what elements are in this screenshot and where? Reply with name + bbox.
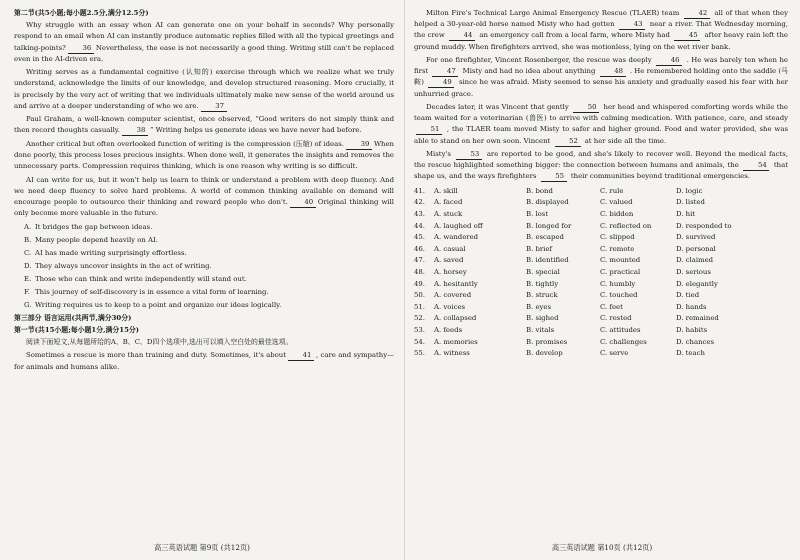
instruction-text: 阅读下面短文,从每题所给的A、B、C、D四个选项中,选出可以填入空白处的最佳选项。 — [26, 338, 293, 346]
answer-blank: 42 — [684, 9, 710, 19]
answer-option: A. wandered — [434, 233, 479, 242]
passage-paragraph — [14, 67, 394, 112]
answer-option: B. bond — [526, 186, 553, 195]
answer-option: A. hesitantly — [434, 279, 478, 288]
answer-row — [414, 244, 788, 256]
answer-option: A. laughed off — [434, 221, 483, 230]
question-number: 46. — [414, 244, 425, 253]
paragraph-text: Another critical but often overlooked function of writing is the compression (压缩) of ideas. — [26, 139, 344, 148]
paragraph-text: Sometimes a rescue is more than training and duty. Sometimes, it's about — [26, 351, 287, 360]
passage-paragraph — [14, 139, 394, 173]
answer-option: D. claimed — [676, 256, 714, 265]
answer-option: C. feet — [600, 302, 623, 311]
answer-option: C. bidden — [600, 209, 634, 218]
option-key: B. — [24, 235, 32, 244]
option-key: D. — [24, 261, 32, 270]
answer-option: A. feeds — [434, 325, 463, 334]
option-text: They always uncover insights in the act of writing. — [35, 261, 212, 270]
option-item — [24, 235, 394, 246]
answer-row — [414, 209, 788, 221]
paragraph-text: Decades later, it was Vincent that gently — [426, 103, 569, 111]
question-number: 43. — [414, 209, 425, 218]
paragraph-text: that shape us, and the ways firefighters — [414, 161, 788, 181]
answer-option: C. challenges — [600, 337, 647, 346]
paragraph-text: are reported to be good, and she's likely to recover well. Beyond the medical facts, the rescue highlighted something bigger: the connection between humans and animals, the — [414, 150, 788, 170]
answer-row — [414, 325, 788, 337]
answer-option: D. survived — [676, 233, 716, 242]
paragraph-text: Milton Fire's Technical Large Animal Emergency Rescue (TLAER) team — [426, 9, 680, 17]
answer-option: C. rested — [600, 314, 632, 323]
answer-row — [414, 302, 788, 314]
answer-option: B. special — [526, 267, 560, 276]
answer-blank: 45 — [674, 31, 700, 41]
answer-option: C. humbly — [600, 279, 636, 288]
paragraph-text: Misty and had no idea about anything — [462, 67, 596, 76]
answer-blank: 54 — [743, 161, 769, 171]
paragraph-text: Paul Graham, a well-known computer scientist, once observed, “Good writers do not simply think and then record thoughts casually. — [14, 115, 394, 135]
answer-option: A. voices — [434, 302, 466, 311]
answer-row — [414, 348, 788, 360]
answer-option: D. elegantly — [676, 279, 718, 288]
paragraph-text: Why struggle with an essay when AI can generate one on your behalf in seconds? Why personally respond to an email when AI can instantly produce automatic replies filled with all the typical greetings and talking-points? — [14, 21, 394, 52]
answer-option: A. stuck — [434, 209, 463, 218]
right-page — [404, 0, 800, 560]
paragraph-text: . He remembered holding onto the saddle (马鞍) — [414, 67, 788, 87]
question-number: 48. — [414, 267, 425, 276]
answer-blank: 50 — [573, 103, 599, 113]
paragraph-text: , the TLAER team moved Misty to safer and higher ground. Food and water provided, she was able to stand on her own soon. Vincent — [414, 125, 788, 145]
option-text: Writing requires us to keep to a point and organize our ideas logically. — [35, 300, 282, 309]
paragraph-text: after heavy rain left the ground muddy. When firefighters arrived, she was motionless, lying on the wet river bank. — [414, 31, 788, 51]
passage-paragraph — [14, 350, 394, 372]
paragraph-text: ” Writing helps us generate ideas we have never had before. — [149, 126, 362, 135]
passage-paragraph — [414, 8, 788, 53]
page-footer: 高三英语试题 第9页 (共12页) — [154, 542, 250, 552]
answer-option: B. promises — [526, 337, 568, 346]
answer-option: D. tied — [676, 291, 700, 300]
option-item — [24, 274, 394, 285]
answer-option: B. struck — [526, 291, 558, 300]
answer-blank: 38 — [122, 126, 148, 136]
answer-row — [414, 232, 788, 244]
question-number: 42. — [414, 198, 425, 207]
answer-blank: 39 — [346, 140, 372, 150]
question-number: 49. — [414, 279, 425, 288]
answer-blank: 48 — [600, 67, 626, 77]
answer-blank: 47 — [432, 67, 458, 77]
answer-option: B. displayed — [526, 198, 569, 207]
passage-paragraph — [414, 149, 788, 183]
paragraph-text: AI can write for us, but it won't help us learn to think or understand a problem with deep fluency. And we need deep fluency to solve hard problems. A world of common thinking available on demand will encourage people to outsource their thinking and reward people who don't. — [14, 175, 394, 206]
answer-option: D. hit — [676, 209, 696, 218]
answer-option: B. lost — [526, 209, 549, 218]
question-number: 55. — [414, 349, 425, 358]
paragraph-text: Original thinking will only become more valuable in the future. — [14, 198, 394, 218]
answer-option: A. saved — [434, 256, 464, 265]
answer-option: D. hands — [676, 302, 707, 311]
answer-option: B. vitals — [526, 325, 555, 334]
answer-option: A. witness — [434, 349, 470, 358]
option-key: E. — [24, 274, 32, 283]
paragraph-text: Writing serves as a fundamental cognitive (认知的) exercise through which we realize what we truly understand, acknowledge the limits of our knowledge, and develop structured reasoning. More crucially, it is precisely by the very act of writing that we individuals ultimately make new sense of the world around us and arrive at a deeper understanding of who we are. — [14, 68, 394, 110]
answer-option: D. habits — [676, 325, 708, 334]
answer-option: B. eyes — [526, 302, 552, 311]
answer-option: B. escaped — [526, 233, 564, 242]
question-number: 41. — [414, 186, 425, 195]
question-number: 54. — [414, 337, 425, 346]
part-subtitle: 第一节(共15小题;每小题1分,满分15分) — [14, 325, 140, 334]
answer-option: C. attitudes — [600, 325, 641, 334]
answer-option: C. remote — [600, 244, 635, 253]
paragraph-text: near a river. That Wednesday morning, the crew — [414, 20, 788, 40]
answer-option: C. slipped — [600, 233, 635, 242]
answer-option: B. sighed — [526, 314, 559, 323]
section-title: 第二节(共5小题;每小题2.5分,满分12.5分) — [14, 9, 149, 17]
passage-paragraph — [414, 55, 788, 100]
passage-paragraph — [14, 114, 394, 136]
answer-option: C. valued — [600, 198, 633, 207]
answer-option: D. logic — [676, 186, 703, 195]
answer-option: D. responded to — [676, 221, 732, 230]
question-number: 51. — [414, 302, 425, 311]
question-number: 52. — [414, 314, 425, 323]
answer-option: B. brief — [526, 244, 552, 253]
answer-row — [414, 290, 788, 302]
option-item — [24, 248, 394, 259]
answer-row — [414, 255, 788, 267]
paragraph-text: When done poorly, this process loses precious insights. When done well, it generates the insights and removes the unnecessary parts. Compression requires thinking, which is one reason why writing is so difficult. — [14, 139, 394, 171]
paragraph-text: their communities beyond traditional emergencies. — [570, 172, 750, 181]
page-footer: 高三英语试题 第10页 (共12页) — [551, 542, 653, 552]
passage-paragraph — [414, 102, 788, 147]
option-key: A. — [24, 222, 32, 231]
answer-options-table — [414, 186, 788, 360]
answer-blank: 52 — [555, 137, 581, 147]
answer-blank: 44 — [449, 31, 475, 41]
answer-option: C. touched — [600, 291, 638, 300]
question-number: 45. — [414, 233, 425, 242]
answer-option: A. faced — [434, 198, 463, 207]
option-key: G. — [24, 300, 32, 309]
answer-option: A. collapsed — [434, 314, 477, 323]
answer-row — [414, 313, 788, 325]
question-number: 50. — [414, 291, 425, 300]
paragraph-text: Nevertheless, the ease is not necessarily a good thing. Writing still can't be replaced even in the AI-driven era. — [14, 43, 394, 63]
answer-option: C. mounted — [600, 256, 641, 265]
paragraph-text: all of that when they helped a 30-year-old horse named Misty who had gotten — [414, 9, 788, 29]
answer-option: A. skill — [434, 186, 458, 195]
answer-option: A. memories — [434, 337, 478, 346]
answer-option: A. covered — [434, 291, 472, 300]
paragraph-text: her head and whispered comforting words while the team waited for a veterinarian (兽医) to arrive with calming medication. With patience, care, and steady — [414, 103, 788, 123]
answer-blank: 53 — [456, 150, 482, 160]
part-title: 第三部分 语言运用(共两节,满分30分) — [14, 313, 132, 322]
answer-row — [414, 197, 788, 209]
answer-option: D. chances — [676, 337, 714, 346]
answer-option: D. personal — [676, 244, 716, 253]
answer-option: D. teach — [676, 349, 705, 358]
answer-option: B. develop — [526, 349, 563, 358]
answer-blank: 36 — [68, 44, 94, 54]
answer-blank: 43 — [619, 20, 645, 30]
answer-blank: 40 — [290, 198, 316, 208]
question-number: 47. — [414, 256, 425, 265]
answer-option: D. serious — [676, 267, 711, 276]
option-text: Many people depend heavily on AI. — [35, 235, 158, 244]
answer-row — [414, 220, 788, 232]
answer-option: D. listed — [676, 198, 705, 207]
answer-option: B. identified — [526, 256, 569, 265]
answer-row — [414, 278, 788, 290]
answer-option: C. serve — [600, 349, 629, 358]
question-number: 53. — [414, 325, 425, 334]
option-key: F. — [24, 287, 30, 296]
answer-option: B. tightly — [526, 279, 559, 288]
answer-option: C. rule — [600, 186, 624, 195]
option-list — [14, 222, 394, 311]
answer-row — [414, 267, 788, 279]
passage-paragraph — [14, 175, 394, 220]
cloze-passage — [414, 8, 788, 183]
answer-row — [414, 186, 788, 198]
paragraph-text: . He was barely ten when he first — [414, 56, 788, 76]
question-number: 44. — [414, 221, 425, 230]
passage-paragraph — [14, 20, 394, 65]
paragraph-text: For one firefighter, Vincent Rosenberger, the rescue was deeply — [426, 56, 652, 64]
answer-option: B. longed for — [526, 221, 572, 230]
option-text: AI has made writing surprisingly effortless. — [35, 248, 187, 257]
answer-blank: 46 — [656, 56, 682, 66]
answer-blank: 37 — [201, 102, 227, 112]
option-item — [24, 222, 394, 233]
answer-blank: 55 — [541, 172, 567, 182]
answer-blank: 49 — [428, 78, 454, 88]
option-key: C. — [24, 248, 32, 257]
answer-option: A. horsey — [434, 267, 467, 276]
answer-blank: 41 — [288, 351, 314, 361]
paragraph-text: at her side all the time. — [584, 136, 667, 145]
answer-blank: 51 — [416, 125, 442, 135]
option-text: It bridges the gap between ideas. — [35, 222, 153, 231]
answer-option: C. reflected on — [600, 221, 652, 230]
option-item — [24, 287, 394, 298]
answer-option: C. practical — [600, 267, 641, 276]
option-text: This journey of self-discovery is in essence a vital form of learning. — [35, 287, 269, 296]
paragraph-text: , care and sympathy—for animals and humans alike. — [14, 351, 395, 371]
option-text: Those who can think and write independently will stand out. — [35, 274, 247, 283]
answer-option: D. remained — [676, 314, 719, 323]
paragraph-text: Misty's — [426, 150, 451, 158]
paragraph-text: an emergency call from a local farm, where Misty had — [479, 31, 670, 40]
option-item — [24, 261, 394, 272]
paragraph-text: since he was afraid. Misty seemed to sense his anxiety and gradually eased his fear with her unhurried grace. — [414, 78, 788, 98]
answer-row — [414, 336, 788, 348]
answer-option: A. casual — [434, 244, 466, 253]
option-item — [24, 300, 394, 311]
